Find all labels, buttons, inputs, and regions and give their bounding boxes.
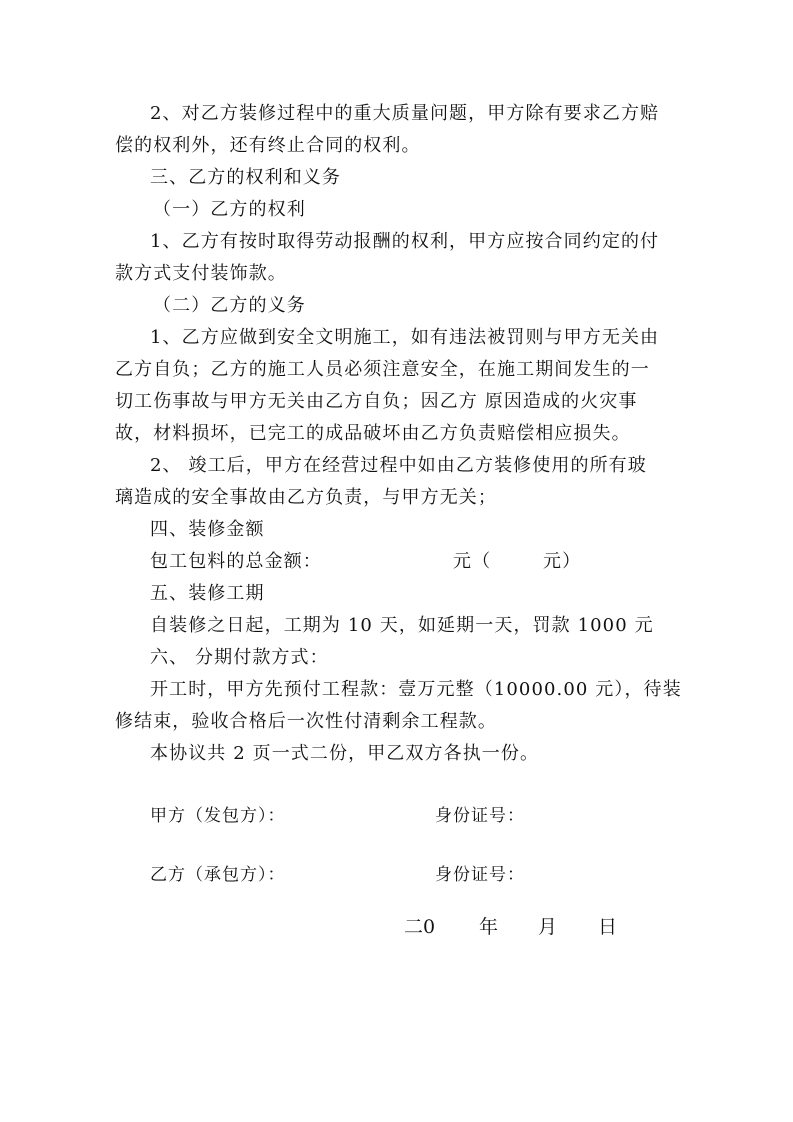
sub1-heading: （一）乙方的权利 xyxy=(153,199,306,220)
duty1-line1: 1、乙方应做到安全文明施工，如有违法被罚则与甲方无关由 xyxy=(150,327,660,348)
rights1-line2: 款方式支付装饰款。 xyxy=(115,263,287,284)
payment-line1: 开工时，甲方先预付工程款：壹万元整（10000.00 元），待装 xyxy=(150,679,682,700)
duty2-line1: 2、 竣工后，甲方在经营过程中如由乙方装修使用的所有玻 xyxy=(150,455,647,476)
clause-a2-line1: 2、对乙方装修过程中的重大质量问题，甲方除有要求乙方赔 xyxy=(150,103,660,124)
date-prefix: 二0 xyxy=(404,916,436,938)
party-b-label: 乙方（承包方）： xyxy=(150,865,286,885)
amount-label: 包工包料的总金额： xyxy=(150,551,322,572)
section3-heading: 三、乙方的权利和义务 xyxy=(150,167,341,188)
party-b-id-label: 身份证号： xyxy=(435,865,525,885)
amount-yuan-close: 元） xyxy=(543,551,582,572)
clause-a2-line2: 偿的权利外，还有终止合同的权利。 xyxy=(115,135,421,156)
payment-line2: 修结束，验收合格后一次性付清剩余工程款。 xyxy=(115,711,497,732)
amount-yuan: 元（ xyxy=(453,551,492,572)
rights1-line1: 1、乙方有按时取得劳动报酬的权利，甲方应按合同约定的付 xyxy=(150,231,660,252)
date-day: 日 xyxy=(598,916,618,938)
period-text: 自装修之日起，工期为 10 天，如延期一天，罚款 1000 元 xyxy=(150,615,654,636)
section4-heading: 四、装修金额 xyxy=(150,519,265,540)
duty1-line3: 切工伤事故与甲方无关由乙方自负；因乙方 原因造成的火灾事 xyxy=(115,391,638,412)
duty1-line4: 故，材料损坏，已完工的成品破坏由乙方负责赔偿相应损失。 xyxy=(115,423,631,444)
party-a-id-label: 身份证号： xyxy=(435,806,525,826)
copies-text: 本协议共 2 页一式二份，甲乙双方各执一份。 xyxy=(150,743,540,764)
section5-heading: 五、装修工期 xyxy=(150,583,265,604)
date-year: 年 xyxy=(479,916,499,938)
sub2-heading: （二）乙方的义务 xyxy=(153,295,306,316)
duty1-line2: 乙方自负；乙方的施工人员必须注意安全，在施工期间发生的一 xyxy=(115,359,650,380)
date-month: 月 xyxy=(538,916,558,938)
duty2-line2: 璃造成的安全事故由乙方负责，与甲方无关； xyxy=(115,487,497,508)
party-a-label: 甲方（发包方）： xyxy=(150,806,286,826)
section6-heading: 六、 分期付款方式： xyxy=(150,647,329,668)
